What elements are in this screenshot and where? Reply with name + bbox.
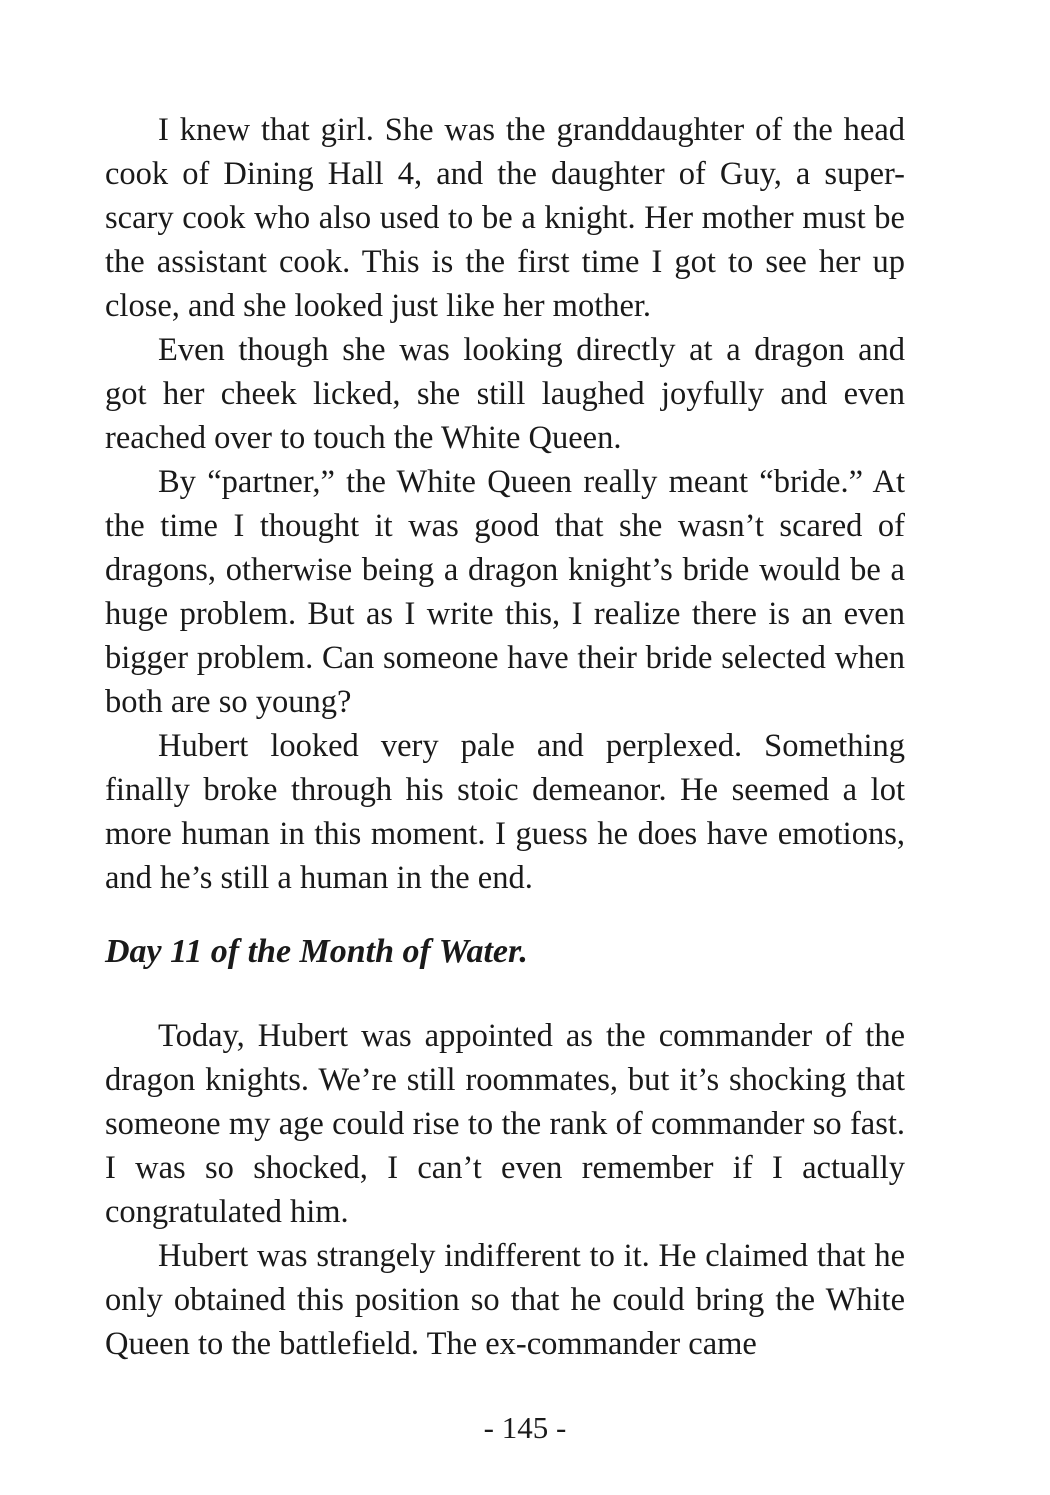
paragraph-3: By “partner,” the White Queen really meant “bride.” At the time I thought it was good that she wasn’t scared of dragons, otherwise being a dragon knight’s bride would be a huge problem. But as I write this, I realize there is an even bigger problem. Can someone have their bride selected when both are so young? — [105, 464, 905, 720]
paragraph-1: I knew that girl. She was the granddaughter of the head cook of Dining Hall 4, and the daughter of Guy, a super-scary cook who also used to be a knight. Her mother must be the assistant cook. This is the first time I got to see her up close, and she looked just like her mother. — [105, 112, 905, 324]
page-body — [105, 108, 905, 1366]
page-number: - 145 - — [483, 1410, 567, 1445]
paragraph-2: Even though she was looking directly at a dragon and got her cheek licked, she still laughed joyfully and even reached over to touch the White Queen. — [105, 332, 905, 456]
paragraph-6: Hubert was strangely indifferent to it. He claimed that he only obtained this position so that he could bring the White Queen to the battlefield. The ex-commander came — [105, 1238, 905, 1362]
section-heading: Day 11 of the Month of Water. — [105, 933, 528, 970]
paragraph-4: Hubert looked very pale and perplexed. Something finally broke through his stoic demeanor. He seemed a lot more human in this moment. I guess he does have emotions, and he’s still a human in the end. — [105, 728, 905, 896]
paragraph-5: Today, Hubert was appointed as the commander of the dragon knights. We’re still roommates, but it’s shocking that someone my age could rise to the rank of commander so fast. I was so shocked, I can’t even remember if I actually congratulated him. — [105, 1018, 905, 1230]
